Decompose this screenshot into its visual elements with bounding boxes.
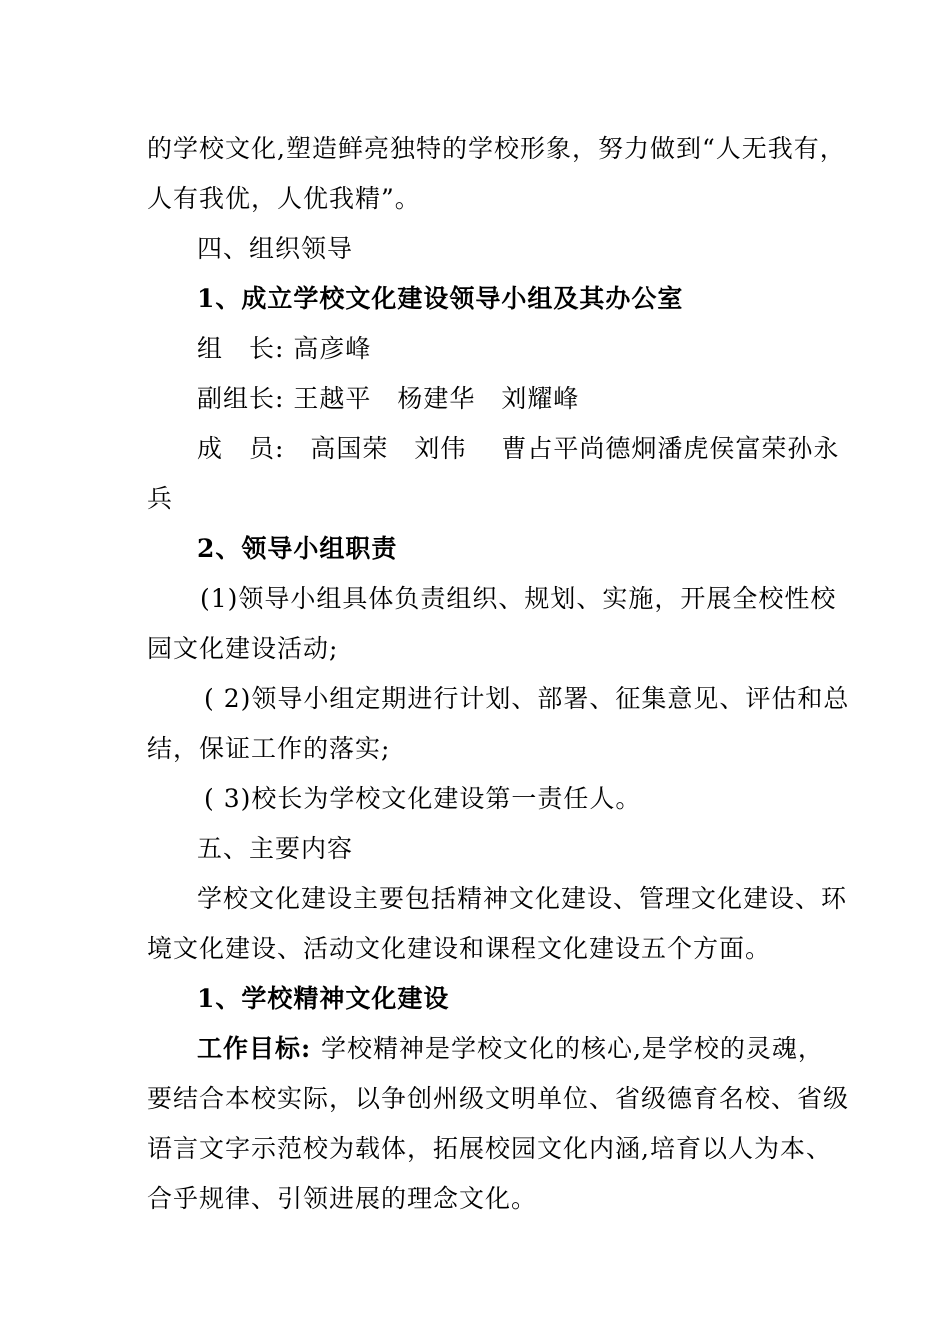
work-goal-label: 工作目标: xyxy=(197,1034,321,1063)
members-line-continued: 兵 xyxy=(147,484,174,513)
work-goal-text: 学校精神是学校文化的核心,是学校的灵魂， xyxy=(320,1034,824,1063)
subheading-leading-group: 1、成立学校文化建设领导小组及其办公室 xyxy=(197,284,684,313)
duty-3-line: ( 3)校长为学校文化建设第一责任人。 xyxy=(204,784,642,813)
deputy-leader-line: 副组长: 王越平 杨建华 刘耀峰 xyxy=(197,384,580,413)
duty-2-line-1: ( 2)领导小组定期进行计划、部署、征集意见、评估和总 xyxy=(204,684,850,713)
work-goal-line-4: 合乎规律、引领进展的理念文化。 xyxy=(147,1184,538,1213)
members-line: 成 员: 高国荣 刘伟 曹占平尚德炯潘虎侯富荣孙永 xyxy=(197,434,840,463)
duty-1-line-1: (1)领导小组具体负责组织、规划、实施，开展全校性校 xyxy=(200,584,837,613)
section-heading-organization: 四、组织领导 xyxy=(197,234,354,263)
work-goal-line-3: 语言文字示范校为载体，拓展校园文化内涵,培育以人为本、 xyxy=(147,1134,832,1163)
paragraph-line-2: 人有我优，人优我精”。 xyxy=(147,184,421,213)
subheading-spiritual-culture: 1、学校精神文化建设 xyxy=(197,984,450,1013)
work-goal-line-1 xyxy=(197,1034,824,1064)
subheading-group-duties: 2、领导小组职责 xyxy=(197,534,398,563)
section-heading-main-content: 五、主要内容 xyxy=(197,834,354,863)
paragraph-line-1: 的学校文化,塑造鲜亮独特的学校形象，努力做到“人无我有， xyxy=(147,134,846,163)
main-content-line-1: 学校文化建设主要包括精神文化建设、管理文化建设、环 xyxy=(197,884,848,913)
duty-1-line-2: 园文化建设活动; xyxy=(147,634,339,663)
main-content-line-2: 境文化建设、活动文化建设和课程文化建设五个方面。 xyxy=(147,934,772,963)
duty-2-line-2: 结，保证工作的落实; xyxy=(147,734,391,763)
work-goal-line-2: 要结合本校实际，以争创州级文明单位、省级德育名校、省级 xyxy=(147,1084,850,1113)
group-leader-line: 组 长: 高彦峰 xyxy=(197,334,372,363)
